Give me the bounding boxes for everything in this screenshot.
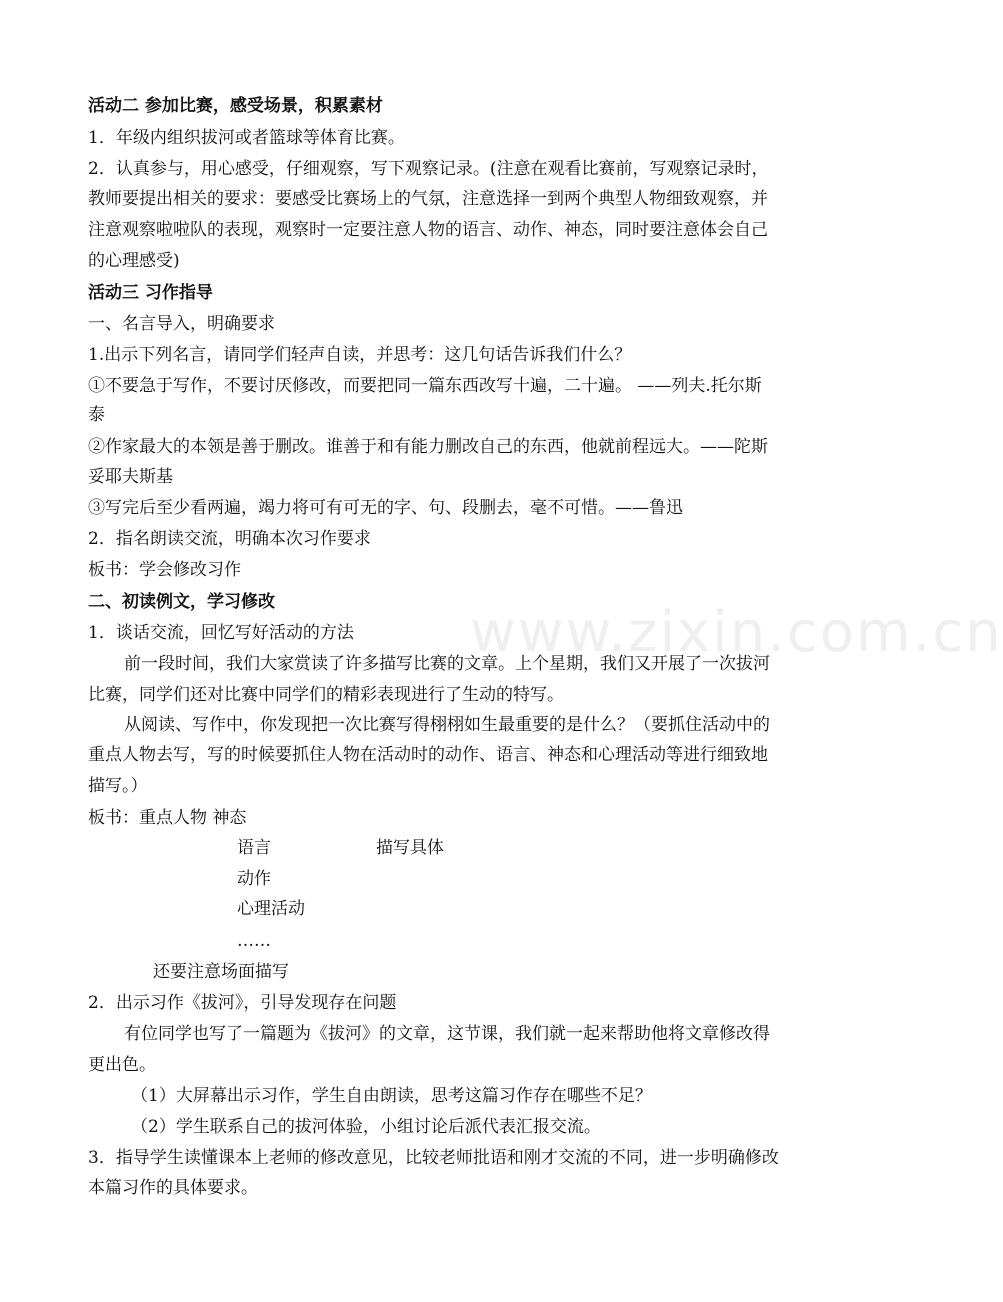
line-text: 板书：重点人物 神态 xyxy=(88,808,247,828)
line-text: 语言 xyxy=(237,838,271,858)
line-text: 前一段时间，我们大家赏读了许多描写比赛的文章。上个星期，我们又开展了一次拔河 xyxy=(124,654,770,674)
line-text: 板书：学会修改习作 xyxy=(88,560,241,580)
line-text: 2．出示习作《拔河》，引导发现存在问题 xyxy=(88,993,397,1013)
line-text: 3．指导学生读懂课本上老师的修改意见，比较老师批语和刚才交流的不同，进一步明确修改 xyxy=(88,1148,779,1168)
line-text: 1．年级内组织拔河或者篮球等体育比赛。 xyxy=(88,128,405,148)
line-text: 的心理感受) xyxy=(88,251,180,271)
line-text: 教师要提出相关的要求：要感受比赛场上的气氛，注意选择一到两个典型人物细致观察，并 xyxy=(88,189,768,209)
line-text: 动作 xyxy=(237,869,271,889)
line-text: 从阅读、写作中，你发现把一次比赛写得栩栩如生最重要的是什么？（要抓住活动中的 xyxy=(124,715,770,735)
line-text: 妥耶夫斯基 xyxy=(88,467,173,487)
line-text: 活动三 习作指导 xyxy=(88,283,213,303)
line-text: ③写完后至少看两遍，竭力将可有可无的字、句、段删去，毫不可惜。——鲁迅 xyxy=(88,498,683,518)
line-text: 活动二 参加比赛，感受场景，积累素材 xyxy=(88,96,383,116)
line-text: 比赛，同学们还对比赛中同学们的精彩表现进行了生动的特写。 xyxy=(88,685,564,705)
watermark: www.zixin.com.cn xyxy=(470,600,1003,665)
line-text: 还要注意场面描写 xyxy=(153,962,289,982)
line-text: ②作家最大的本领是善于删改。谁善于和有能力删改自己的东西，他就前程远大。——陀斯 xyxy=(88,437,768,457)
line-text: （1）大屏幕出示习作，学生自由朗读，思考这篇习作存在哪些不足？ xyxy=(131,1086,652,1106)
line-text: 更出色。 xyxy=(88,1055,156,1075)
line-text: 二、初读例文，学习修改 xyxy=(88,592,275,612)
line-text: 本篇习作的具体要求。 xyxy=(88,1178,258,1198)
line-text: 1.出示下列名言，请同学们轻声自读，并思考：这几句话告诉我们什么？ xyxy=(88,345,632,365)
line-text: ①不要急于写作，不要讨厌修改，而要把同一篇东西改写十遍，二十遍。 ——列夫.托尔斯 xyxy=(88,376,762,396)
line-text: 心理活动 xyxy=(237,899,305,919)
line-text: 有位同学也写了一篇题为《拔河》的文章，这节课，我们就一起来帮助他将文章修改得 xyxy=(124,1024,770,1044)
line-text: 注意观察啦啦队的表现，观察时一定要注意人物的语言、动作、神态，同时要注意体会自己 xyxy=(88,220,768,240)
line-text: 重点人物去写，写的时候要抓住人物在活动时的动作、语言、神态和心理活动等进行细致地 xyxy=(88,745,768,765)
line-text: 泰 xyxy=(88,405,105,425)
line-text: 描写。） xyxy=(88,776,148,796)
line-extra-text: 描写具体 xyxy=(376,838,444,858)
line-text: 一、名言导入，明确要求 xyxy=(88,314,275,334)
line-text: 1．谈话交流，回忆写好活动的方法 xyxy=(88,623,354,643)
line-text: （2）学生联系自己的拔河体验，小组讨论后派代表汇报交流。 xyxy=(131,1117,601,1137)
line-text: 2．指名朗读交流，明确本次习作要求 xyxy=(88,529,371,549)
line-text: 2．认真参与，用心感受，仔细观察，写下观察记录。(注意在观看比赛前，写观察记录时， xyxy=(88,159,769,179)
line-text: …… xyxy=(237,931,271,951)
